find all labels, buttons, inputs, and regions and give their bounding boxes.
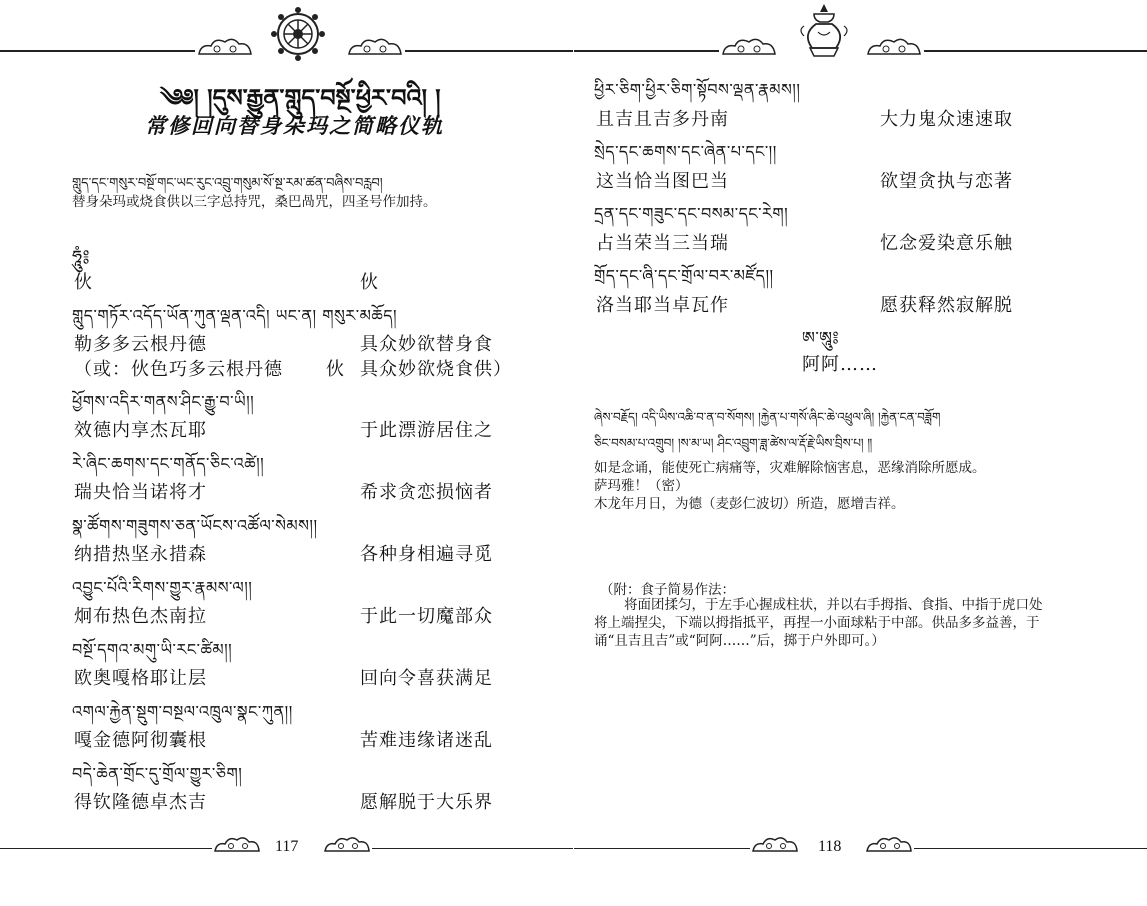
verse-chinese: 大力鬼众速速取 xyxy=(880,109,1013,130)
verse-chinese: 愿获释然寂解脱 xyxy=(880,295,1013,316)
treasure-vase-icon xyxy=(796,2,852,66)
cloud-ornament-icon xyxy=(322,834,372,856)
cloud-ornament-icon xyxy=(864,834,914,856)
closing-chinese: 阿阿…… xyxy=(802,354,878,375)
mantra-phonetic: 伙 xyxy=(74,272,93,293)
cloud-ornament-icon xyxy=(719,36,779,58)
verse-phonetic: 炯布热色杰南拉 xyxy=(74,606,207,627)
footer-rule-left xyxy=(574,848,750,849)
right-page xyxy=(574,0,1147,906)
verse-phonetic: 嘎金德阿彻囊根 xyxy=(74,730,207,751)
verse-chinese: 于此一切魔部众 xyxy=(360,606,493,627)
verse-chinese: 各种身相遍寻觅 xyxy=(360,544,493,565)
cloud-ornament-icon xyxy=(195,36,255,58)
cloud-ornament-icon xyxy=(212,834,262,856)
verse-tibetan: དྲན་དང་གཟུང་དང་བསམ་དང་རེག། xyxy=(594,204,789,223)
verse-chinese: 忆念爱染意乐触 xyxy=(880,233,1013,254)
verse-chinese: 回向令喜获满足 xyxy=(360,668,493,689)
dharma-wheel-icon xyxy=(270,6,326,62)
page-number: 118 xyxy=(818,838,842,855)
verse-tibetan: བདེ་ཆེན་གྲོང་དུ་གྲོལ་གྱུར་ཅིག། xyxy=(72,764,243,783)
verse-chinese: 于此漂游居住之 xyxy=(360,420,493,441)
verse-phonetic-alt-extra: 伙 xyxy=(326,359,345,380)
closing-tibetan: ཨ་ཨཱུ༔ xyxy=(802,328,840,347)
footer-rule-right xyxy=(914,848,1147,849)
verse-tibetan: རེ་ཞིང་ཆགས་དང་གནོད་ཅིང་འཚེ།། xyxy=(72,454,265,473)
verse-phonetic: 得钦隆德卓杰吉 xyxy=(74,792,207,813)
verse-chinese: 具众妙欲替身食 xyxy=(360,334,493,355)
page-number: 117 xyxy=(275,838,299,855)
cloud-ornament-icon xyxy=(345,36,405,58)
colophon-chinese-line1: 如是念诵，能使死亡病痛等，灾难解除恼害息，恶缘消除所愿成。 xyxy=(594,460,986,476)
verse-tibetan: ཕྱོགས་འདིར་གནས་ཤིང་རྒྱུ་བ་ཡི།། xyxy=(72,392,255,411)
left-page xyxy=(0,0,573,906)
colophon-tibetan-line1: ཞེས་བརྗོད། འདི་ཡིས་འཆི་བ་ན་བ་སོགས། །རྐྱེན་པ་གསོ་ཞིང་ཆེ་འཕྲུལ་ཞི། །རྐྱེན་ངན་བཟློག xyxy=(594,410,941,424)
colophon-chinese-line2: 萨玛雅！（密） xyxy=(594,478,689,494)
colophon-tibetan-line2: ཅིང་བསམ་པ་འགྲུབ། །ས་མ་ཡ། ཤིང་འབྲུག་ཟླ་ཚེས་ལ་རྡོ་རྗེ་ཡིས་བྲིས་པ། ༎ xyxy=(594,436,873,450)
title-tibetan: ༄༅། །དུས་རྒྱུན་གླུད་བསྔོ་ཕྱིར་བའི། ། xyxy=(160,84,441,112)
intro-chinese: 替身朵玛或烧食供以三字总持咒，桑巴咼咒，四圣号作加持。 xyxy=(72,194,437,210)
verse-tibetan: སྲེད་དང་ཆགས་དང་ཞེན་པ་དང་།། xyxy=(594,142,777,161)
verse-phonetic: 且吉且吉多丹南 xyxy=(596,109,729,130)
verse-chinese: 希求贪恋损恼者 xyxy=(360,482,493,503)
verse-phonetic-alt: （或：伙色巧多云根丹德 xyxy=(74,359,283,380)
verse-phonetic: 这当恰当图巴当 xyxy=(596,171,729,192)
verse-tibetan: གླུད་གཏོར་འདོད་ཡོན་ཀུན་ལྡན་འདི། ཡང་ན། གསུར་མཆོད། xyxy=(72,306,398,325)
header-rule-right xyxy=(924,50,1147,52)
mantra-tibetan: ཧཱུཾ༔ xyxy=(72,247,90,268)
intro-tibetan: གླུད་དང་གསུར་བསྔོ་གང་ཡང་རུང་འབྲུ་གསུམ་སོ་སྔ་རམ་ཚན་བཞིས་བརླབ། xyxy=(72,176,383,191)
verse-chinese: 欲望贪执与恋著 xyxy=(880,171,1013,192)
verse-chinese: 愿解脱于大乐界 xyxy=(360,792,493,813)
verse-tibetan: འབྱུང་པོའི་རིགས་གྱུར་རྣམས་ལ།། xyxy=(72,578,253,597)
colophon-chinese-line3: 木龙年月日，为德（麦彭仁波切）所造，愿增吉祥。 xyxy=(594,496,905,512)
verse-phonetic: 效德内享杰瓦耶 xyxy=(74,420,207,441)
header-rule-left xyxy=(0,50,195,52)
verse-tibetan: ཕྱིར་ཅིག་ཕྱིར་ཅིག་སྟོབས་ལྡན་རྣམས།། xyxy=(594,80,801,99)
note-title: （附：食子简易作法： xyxy=(600,582,735,598)
footer-rule-right xyxy=(372,848,573,849)
header-rule-right xyxy=(405,50,573,52)
verse-chinese: 苦难违缘诸迷乱 xyxy=(360,730,493,751)
verse-phonetic: 洛当耶当卓瓦作 xyxy=(596,295,729,316)
title-chinese: 常修回向替身朵玛之简略仪轨 xyxy=(145,113,444,138)
mantra-chinese: 伙 xyxy=(360,272,379,293)
verse-phonetic: 纳措热坚永措森 xyxy=(74,544,207,565)
verse-tibetan: འགལ་རྐྱེན་སྡུག་བསྔལ་འཁྲུལ་སྣང་ཀུན།། xyxy=(72,702,293,721)
verse-phonetic: 欧奥嘎格耶让层 xyxy=(74,668,207,689)
header-rule-left xyxy=(574,50,719,52)
cloud-ornament-icon xyxy=(864,36,924,58)
verse-tibetan: སྣ་ཚོགས་གཟུགས་ཅན་ཡོངས་འཚོལ་སེམས།། xyxy=(72,516,318,535)
verse-tibetan: བསྔོ་དགའ་མགུ་ཡི་རང་ཚིམ།། xyxy=(72,640,233,659)
note-body: 将面团揉匀，于左手心握成柱状，并以右手拇指、食指、中指于虎口处将上端捏尖，下端以拇指抵平，再捏一小面球粘于中部。供品多多益善，于诵“且吉且吉”或“阿阿……”后，掷于户外即可。） xyxy=(594,597,1043,649)
verse-chinese-alt: 具众妙欲烧食供） xyxy=(360,359,512,380)
verse-tibetan: གྲོད་དང་ཞི་དང་གྲོལ་བར་མཛོད།། xyxy=(594,266,774,285)
cloud-ornament-icon xyxy=(750,834,800,856)
verse-phonetic: 勒多多云根丹德 xyxy=(74,334,207,355)
footer-rule-left xyxy=(0,848,212,849)
verse-phonetic: 瑞央恰当诺将才 xyxy=(74,482,207,503)
verse-phonetic: 占当荣当三当瑞 xyxy=(596,233,729,254)
